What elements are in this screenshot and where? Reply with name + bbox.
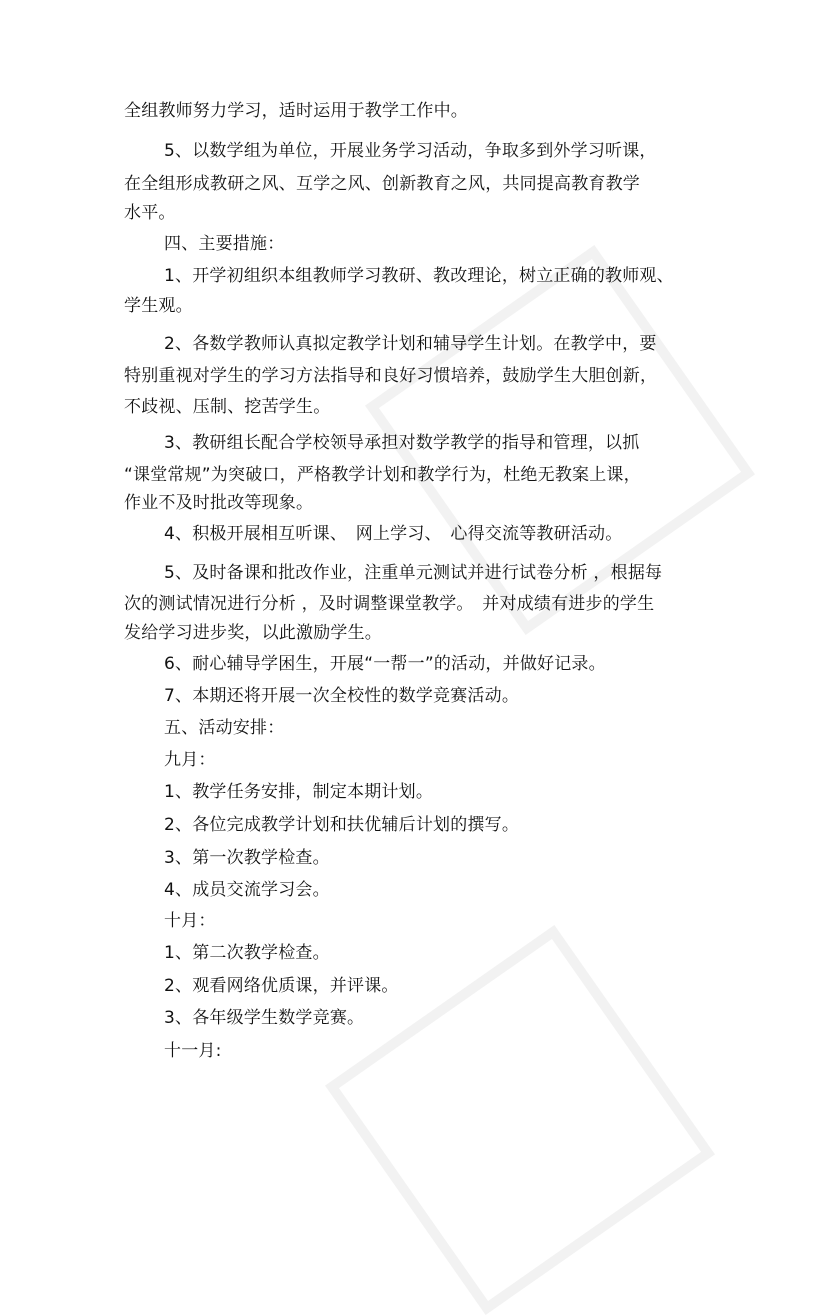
- text-line: 全组教师努力学习，适时运用于教学工作中。: [124, 101, 468, 121]
- text-line: 不歧视、压制、挖苦学生。: [124, 397, 331, 417]
- text-line: 3、各年级学生数学竞赛。: [164, 1008, 365, 1028]
- text-line: 特别重视对学生的学习方法指导和良好习惯培养，鼓励学生大胆创新，: [124, 366, 658, 386]
- text-line: 5、以数学组为单位，开展业务学习活动，争取多到外学习听课，: [164, 141, 657, 161]
- text-line: 5、及时备课和批改作业，注重单元测试并进行试卷分析 ，根据每: [164, 563, 663, 583]
- text-line: 次的测试情况进行分析 ，及时调整课堂教学。 并对成绩有进步的学生: [124, 594, 655, 614]
- text-line: 2、观看网络优质课，并评课。: [164, 976, 399, 996]
- text-line: 学生观。: [124, 296, 193, 316]
- section-heading: 四、主要措施：: [164, 234, 285, 254]
- text-line: 水平。: [124, 203, 176, 223]
- text-line: 1、开学初组织本组教师学习教研、教改理论，树立正确的教师观、: [164, 266, 674, 286]
- text-line: 3、教研组长配合学校领导承担对数学教学的指导和管理，以抓: [164, 433, 640, 453]
- text-line: 4、成员交流学习会。: [164, 880, 330, 900]
- text-line: 1、第二次教学检查。: [164, 943, 330, 963]
- month-heading: 九月：: [164, 750, 216, 770]
- text-line: 2、各数学教师认真拟定教学计划和辅导学生计划。在教学中，要: [164, 334, 657, 354]
- text-line: 作业不及时批改等现象。: [124, 493, 314, 513]
- text-line: 6、耐心辅导学困生，开展“一帮一”的活动，并做好记录。: [164, 654, 606, 674]
- text-line: 1、教学任务安排，制定本期计划。: [164, 782, 434, 802]
- text-line: 4、积极开展相互听课、 网上学习、 心得交流等教研活动。: [164, 524, 623, 544]
- text-line: 在全组形成教研之风、互学之风、创新教育之风，共同提高教育教学: [124, 174, 640, 194]
- text-line: 发给学习进步奖，以此激励学生。: [124, 623, 382, 643]
- text-line: 3、第一次教学检查。: [164, 848, 330, 868]
- text-line: 2、各位完成教学计划和扶优辅后计划的撰写。: [164, 815, 520, 835]
- section-heading: 五、活动安排：: [164, 718, 285, 738]
- text-line: “课堂常规”为突破口，严格教学计划和教学行为，杜绝无教案上课，: [124, 465, 641, 485]
- month-heading: 十月：: [164, 911, 216, 931]
- text-line: 7、本期还将开展一次全校性的数学竞赛活动。: [164, 686, 520, 706]
- month-heading: 十一月:: [164, 1041, 222, 1061]
